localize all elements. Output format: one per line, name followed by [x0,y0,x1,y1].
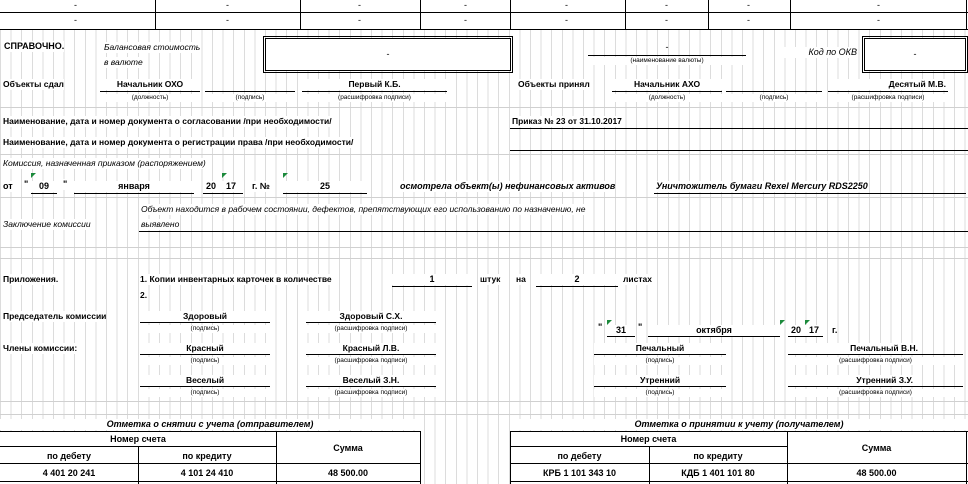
chairman-sign-caption: (подпись) [140,325,270,333]
registration-doc-label: Наименование, дата и номер документа о регистрации права /при необходимости/ [3,137,354,147]
member2-name-caption: (расшифровка подписи) [306,389,436,397]
top-cell: - [226,0,229,10]
delivered-sign-caption: (подпись) [205,94,295,102]
currency-label: в валюте [104,57,143,67]
approval-doc-label: Наименование, дата и номер документа о согласовании /при необходимости/ [3,116,332,126]
attachments-label: Приложения. [3,274,59,284]
right-month: октября [648,325,780,336]
conclusion-text-line2: выявлено [141,219,180,229]
order-day: 09 [31,181,57,192]
right-year-prefix: 20 [788,325,804,336]
attachment-1-count: 1 [392,274,472,285]
member3-name-caption: (расшифровка подписи) [788,357,963,365]
right-sum-header: Сумма [861,443,892,453]
top-cell: - [464,0,467,10]
delivered-name-caption: (расшифровка подписи) [302,94,447,102]
attachment-2-text: 2. [140,290,148,300]
accepted-sign-caption: (подпись) [726,94,822,102]
top-cell: - [358,0,361,10]
chairman-label: Председатель комиссии [3,311,107,321]
conclusion-label: Заключение комиссии [3,219,91,229]
member3-sign: Печальный [594,343,726,354]
attachment-1-text: 1. Копии инвентарных карточек в количестве [140,274,332,284]
right-debit-header: по дебету [557,451,602,461]
member1-name: Красный Л.В. [306,343,436,354]
right-debit-value[interactable]: КРБ 1 101 343 10 [542,468,616,478]
top-cell: - [565,15,568,25]
accepted-name: Десятый М.В. [828,79,946,90]
order-number: 25 [283,181,367,192]
member2-sign-caption: (подпись) [140,389,270,397]
member2-sign: Веселый [140,375,270,386]
top-cell: - [747,15,750,25]
attachment-1-sheets-label: листах [623,274,652,284]
member4-name-caption: (расшифровка подписи) [788,389,963,397]
top-cell: - [565,0,568,10]
left-sum-header: Сумма [333,443,363,453]
member4-sign: Утренний [594,375,726,386]
right-day: 31 [607,325,635,336]
attachment-1-sheets: 2 [536,274,618,285]
okv-value: - [913,49,917,59]
right-credit-header: по кредиту [693,451,743,461]
top-table-bg [0,0,968,30]
member1-name-caption: (расшифровка подписи) [306,357,436,365]
right-sum-value[interactable]: 48 500.00 [856,468,897,478]
reference-label: СПРАВОЧНО. [4,41,65,51]
conclusion-text-line1: Объект находится в рабочем состоянии, дефектов, препятствующих его использованию по назначению, не [141,204,586,214]
balance-value: - [386,49,390,59]
delivered-label: Объекты сдал [3,79,64,89]
top-cell: - [877,15,880,25]
attachment-1-on: на [516,274,526,284]
right-year-suffix: 17 [805,325,823,336]
currency-value: - [665,42,669,52]
accepted-position-caption: (должность) [612,94,722,102]
right-year-label: г. [832,325,838,335]
delivered-name: Первый К.Б. [302,79,447,90]
order-year-prefix: 20 [203,181,219,192]
quote-close: " [63,179,68,189]
accepted-position: Начальник АХО [612,79,722,90]
member3-name: Печальный В.Н. [788,343,918,354]
delivered-position-caption: (должность) [100,94,200,102]
okv-label: Код по ОКВ [780,47,857,58]
top-cell: - [226,15,229,25]
accepted-name-caption: (расшифровка подписи) [828,94,948,102]
object-name: Уничтожитель бумаги Rexel Mercury RDS2250 [656,181,868,191]
top-cell: - [665,0,668,10]
top-cell: - [358,15,361,25]
order-from-label: от [3,181,13,191]
delivered-position: Начальник ОХО [100,79,200,90]
top-cell: - [877,0,880,10]
top-cell: - [464,15,467,25]
top-cell: - [665,15,668,25]
left-credit-header: по кредиту [182,451,232,461]
attachment-1-unit: штук [480,274,501,284]
left-credit-value[interactable]: 4 101 24 410 [180,468,234,478]
balance-label: Балансовая стоимость [104,42,201,52]
quote-open: " [24,179,29,189]
right-quote-open: " [598,322,603,332]
member3-sign-caption: (подпись) [594,357,726,365]
accepted-label: Объекты принял [518,79,590,89]
order-year-suffix: 17 [221,181,241,192]
member4-sign-caption: (подпись) [594,389,726,397]
members-label: Члены комиссии: [3,343,78,353]
currency-caption: (наименование валюты) [588,57,746,65]
left-debit-header: по дебету [46,451,92,461]
member1-sign-caption: (подпись) [140,357,270,365]
right-account-header: Номер счета [620,434,677,444]
writeoff-mark-title: Отметка о снятии с учета (отправителем) [0,419,420,430]
member4-name: Утренний З.У. [788,375,913,386]
top-cell: - [74,15,77,25]
order-number-label: г. № [252,181,270,191]
right-credit-value[interactable]: КДБ 1 401 101 80 [681,468,755,478]
okv-value-box[interactable] [864,38,966,71]
member1-sign: Красный [140,343,270,354]
right-quote-close: " [638,322,643,332]
left-debit-value[interactable]: 4 401 20 241 [42,468,96,478]
left-sum-value[interactable]: 48 500.00 [327,468,369,478]
approval-doc-value: Приказ № 23 от 31.10.2017 [512,116,622,126]
top-cell: - [74,0,77,10]
chairman-name-caption: (расшифровка подписи) [306,325,436,333]
acceptance-mark-title: Отметка о принятии к учету (получателем) [510,419,968,430]
chairman-name: Здоровый С.Х. [306,311,436,322]
member2-name: Веселый З.Н. [306,375,436,386]
left-account-header: Номер счета [110,434,166,444]
top-cell: - [747,0,750,10]
commission-appointed-label: Комиссия, назначенная приказом (распоряжением) [3,158,206,168]
inspected-label: осмотрела объект(ы) нефинансовых активов [400,181,616,191]
balance-value-box[interactable] [265,38,511,71]
chairman-sign: Здоровый [140,311,270,322]
order-month: января [74,181,194,192]
